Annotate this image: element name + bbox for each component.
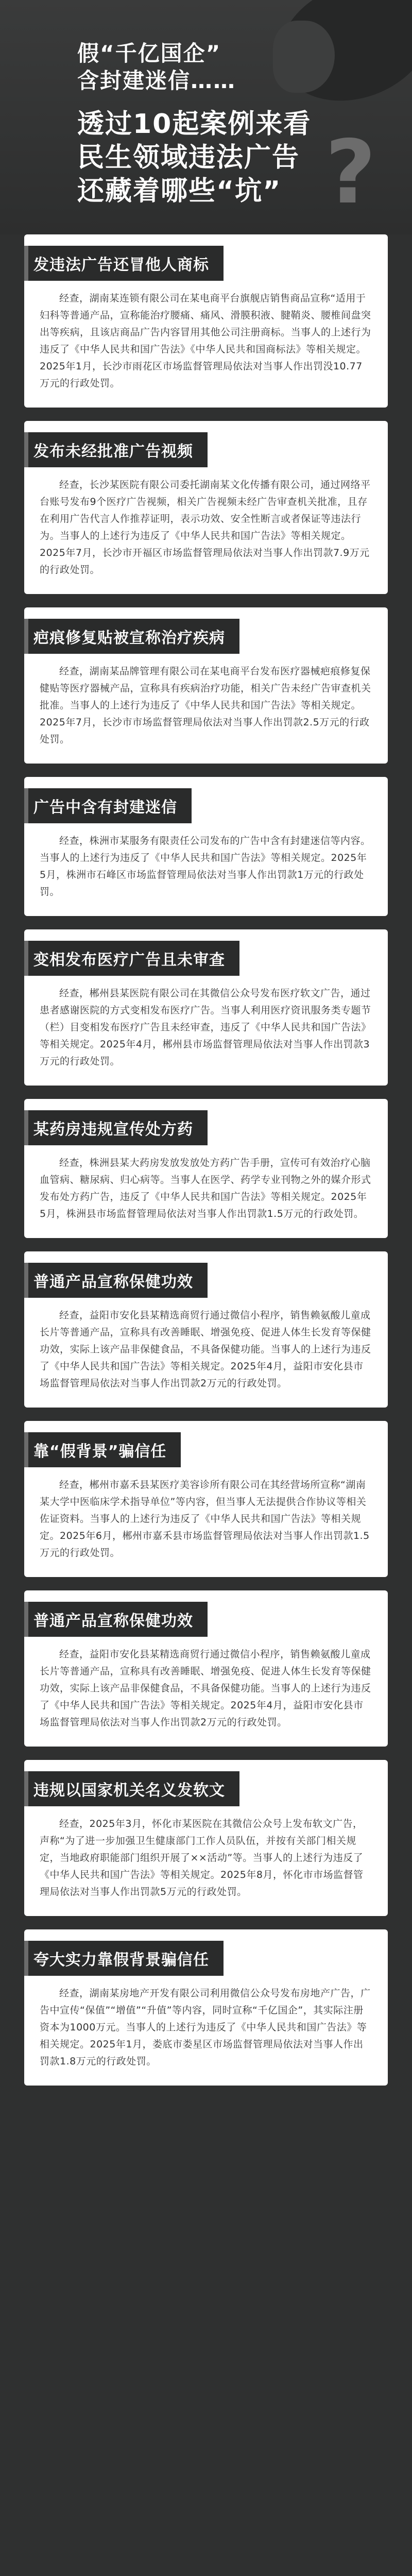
header-banner (0, 0, 412, 234)
case-title: 普通产品宣称保健功效 (24, 1263, 208, 1298)
case-body: 经查，2025年3月，怀化市某医院在其微信公众号上发布软文广告，声称“为了进一步加强卫生健康部门工作人员队伍，并按有关部门相关规定，当地政府职能部门组织开展了××活动”等。当事人的上述行为违反了《中华人民共和国广告法》等相关规定。2025年8月，怀化市市场监督管理局依法对当事人作出罚款5万元的行政处罚。 (40, 1818, 364, 1897)
case-card (24, 1590, 388, 1747)
case-title: 广告中含有封建迷信 (24, 788, 192, 823)
case-title: 靠“假背景”骗信任 (24, 1432, 181, 1467)
case-card (24, 1760, 388, 1916)
case-title: 违规以国家机关名义发软文 (24, 1771, 239, 1806)
case-card (24, 929, 388, 1086)
case-title: 疤痕修复贴被宣称治疗疾病 (24, 619, 239, 654)
case-body: 经查，株洲市某服务有限责任公司发布的广告中含有封建迷信等内容。当事人的上述行为违反了《中华人民共和国广告法》等相关规定。2025年5月，株洲市石峰区市场监督管理局依法对当事人作出罚款1万元的行政处罚。 (40, 835, 371, 897)
case-body: 经查，长沙某医院有限公司委托湖南某文化传播有限公司，通过网络平台账号发布9个医疗广告视频，相关广告视频未经广告审查机关批准，且存在利用广告代言人作推荐证明，表示功效、安全性断言或者保证等违法行为。当事人的上述行为违反了《中华人民共和国广告法》等相关规定。2025年7月，长沙市开福区市场监督管理局依法对当事人作出罚款7.9万元的行政处罚。 (40, 479, 371, 575)
page-title (77, 40, 311, 208)
case-body: 经查，株洲县某大药房发放发放处方药广告手册，宣传可有效治疗心脑血管病、糖尿病、归心病等。当事人在医学、药学专业刊物之外的媒介形式发布处方药广告，违反了《中华人民共和国广告法》等相关规定。2025年5月，株洲县市场监督管理局依法对当事人作出罚款1.5万元的行政处罚。 (40, 1157, 371, 1219)
case-card (24, 234, 388, 408)
case-card (24, 1421, 388, 1577)
case-list (0, 234, 412, 2099)
case-card (24, 421, 388, 594)
case-title: 发布未经批准广告视频 (24, 432, 208, 467)
title-line: 透过10起案例来看 (77, 109, 312, 140)
question-mark-icon: ? (325, 122, 376, 224)
case-body: 经查，郴州县某医院有限公司在其微信公众号发布医疗软文广告，通过患者感谢医院的方式变相发布医疗广告。当事人利用医疗资讯服务类专题节（栏）目变相发布医疗广告且未经审查，违反了《中华人民共和国广告法》等相关规定。2025年4月，郴州县市场监督管理局依法对当事人作出罚款3万元的行政处罚。 (40, 988, 371, 1067)
title-line: 民生领域违法广告 (77, 142, 300, 173)
case-body: 经查，湖南某品牌管理有限公司在某电商平台发布医疗器械疤痕修复保健贴等医疗器械产品，宣称具有疾病治疗功能，相关广告未经广告审查机关批准。当事人的上述行为违反了《中华人民共和国广告法》等相关规定。2025年7月，长沙市市场监督管理局依法对当事人作出罚款2.5万元的行政处罚。 (40, 666, 371, 745)
case-card (24, 777, 388, 916)
title-line: 含封建迷信…… (77, 67, 236, 93)
case-body: 经查，湖南某连锁有限公司在某电商平台旗舰店销售商品宣称“适用于妇科等普通产品，宣称能治疗腰痛、痛风、滑膜积液、腱鞘炎、腰椎间盘突出等疾病，且该店商品广告内容冒用其他公司注册商标。当事人的上述行为违反了《中华人民共和国广告法》《中华人民共和国商标法》等相关规定。2025年1月，长沙市雨花区市场监督管理局依法对当事人作出罚没10.77万元的行政处罚。 (40, 293, 371, 389)
case-card (24, 1929, 388, 2086)
case-title: 普通产品宣称保健功效 (24, 1602, 208, 1637)
case-card (24, 607, 388, 764)
case-body: 经查，益阳市安化县某精选商贸行通过微信小程序，销售赖氨酸儿童成长片等普通产品，宣称具有改善睡眠、增强免疫、促进人体生长发育等保健功效，实际上该产品非保健食品，不具备保健功能。当事人的上述行为违反了《中华人民共和国广告法》等相关规定。2025年4月，益阳市安化县市场监督管理局依法对当事人作出罚款2万元的行政处罚。 (40, 1310, 371, 1389)
case-body: 经查，郴州市嘉禾县某医疗美容诊所有限公司在其经营场所宣称“湖南某大学中医临床学术指导单位”等内容，但当事人无法提供合作协议等相关佐证资料。当事人的上述行为违反了《中华人民共和国广告法》等相关规定。2025年6月，郴州市嘉禾县市场监督管理局依法对当事人作出罚款1.5万元的行政处罚。 (40, 1479, 370, 1558)
title-line: 还藏着哪些“坑” (77, 176, 282, 207)
case-body: 经查，益阳市安化县某精选商贸行通过微信小程序，销售赖氨酸儿童成长片等普通产品，宣称具有改善睡眠、增强免疫、促进人体生长发育等保健功效，实际上该产品非保健食品，不具备保健功能。当事人的上述行为违反了《中华人民共和国广告法》等相关规定。2025年4月，益阳市安化县市场监督管理局依法对当事人作出罚款2万元的行政处罚。 (40, 1649, 371, 1728)
case-title: 夸大实力靠假背景骗信任 (24, 1941, 224, 1976)
case-title: 发违法广告还冒他人商标 (24, 246, 224, 281)
case-card (24, 1099, 388, 1238)
case-title: 变相发布医疗广告且未审查 (24, 941, 239, 976)
case-title: 某药房违规宣传处方药 (24, 1110, 208, 1145)
title-line: 假“千亿国企” (77, 41, 221, 66)
case-card (24, 1251, 388, 1408)
case-body: 经查，湖南某房地产开发有限公司利用微信公众号发布房地产广告，广告中宣传“保值”“增值”“升值”等内容，同时宣称“千亿国企”，其实际注册资本为1000万元。当事人的上述行为违反了《中华人民共和国广告法》等相关规定。2025年1月，娄底市娄星区市场监督管理局依法对当事人作出罚款1.8万元的行政处罚。 (40, 1988, 371, 2067)
